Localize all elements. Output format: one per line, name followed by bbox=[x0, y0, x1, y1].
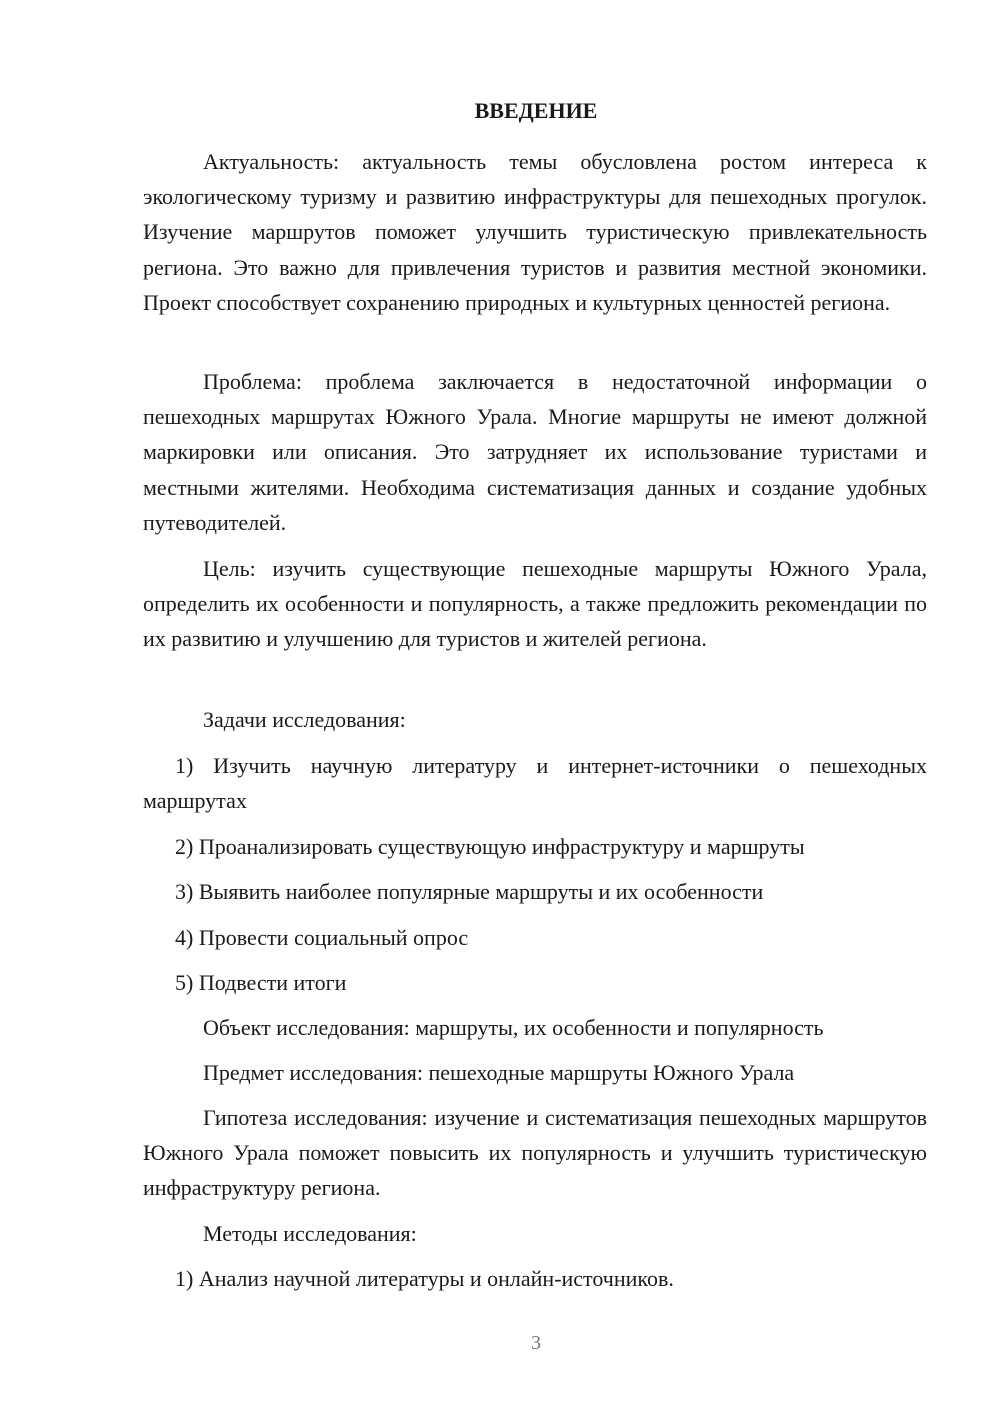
paragraph-problem: Проблема: проблема заключается в недостаточной информации о пешеходных маршрутах Южного Урала. Многие маршруты не имеют должной маркировки или описания. Это затрудняет их использование туристами и местными жителями. Необходима систематизация данных и создание удобных путеводителей. bbox=[143, 369, 927, 535]
methods-heading: Методы исследования: bbox=[203, 1221, 417, 1246]
paragraph-object: Объект исследования: маршруты, их особенности и популярность bbox=[203, 1015, 824, 1040]
task-item-4: 4) Провести социальный опрос bbox=[175, 925, 469, 950]
page-number: 3 bbox=[531, 1332, 541, 1354]
paragraph-relevance: Актуальность: актуальность темы обусловлена ростом интереса к экологическому туризму и развитию инфраструктуры для пешеходных прогулок. Изучение маршрутов поможет улучшить туристическую привлекательность региона. Это важно для привлечения туристов и развития местной экономики. Проект способствует сохранению природных и культурных ценностей региона. bbox=[143, 149, 927, 315]
paragraph-hypothesis: Гипотеза исследования: изучение и систематизация пешеходных маршрутов Южного Урала поможет повысить их популярность и улучшить туристическую инфраструктуру региона. bbox=[143, 1105, 927, 1201]
section-heading: ВВЕДЕНИЕ bbox=[474, 98, 598, 123]
task-item-5: 5) Подвести итоги bbox=[175, 970, 347, 995]
task-item-1: 1) Изучить научную литературу и интернет-источники о пешеходных маршрутах bbox=[143, 753, 927, 814]
tasks-heading: Задачи исследования: bbox=[203, 707, 406, 732]
method-item-1: 1) Анализ научной литературы и онлайн-источников. bbox=[175, 1266, 674, 1291]
task-item-2: 2) Проанализировать существующую инфраструктуру и маршруты bbox=[175, 834, 805, 859]
task-item-3: 3) Выявить наиболее популярные маршруты и их особенности bbox=[175, 879, 764, 904]
paragraph-subject: Предмет исследования: пешеходные маршруты Южного Урала bbox=[203, 1060, 795, 1085]
paragraph-goal: Цель: изучить существующие пешеходные маршруты Южного Урала, определить их особенности и популярность, а также предложить рекомендации по их развитию и улучшению для туристов и жителей региона. bbox=[143, 556, 927, 652]
